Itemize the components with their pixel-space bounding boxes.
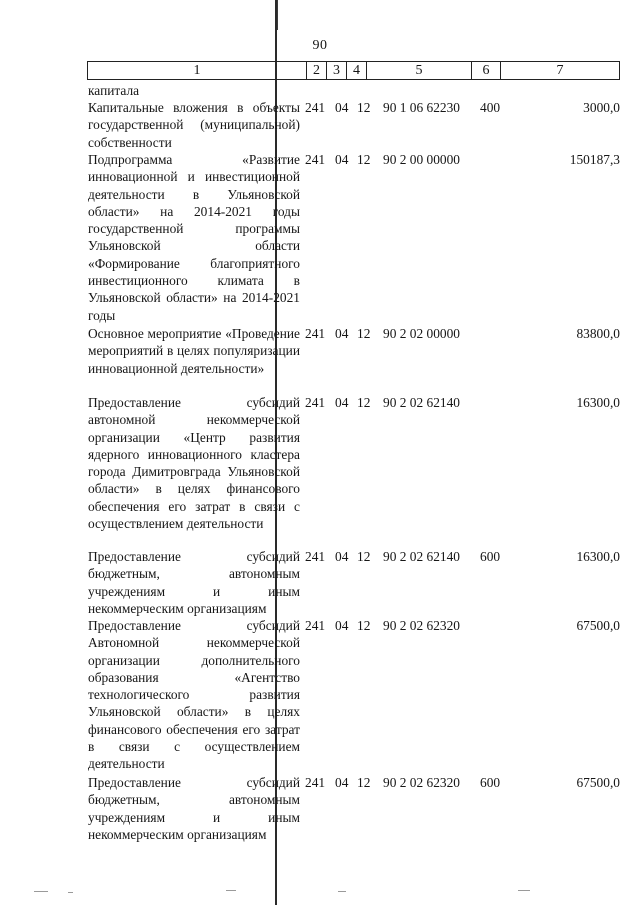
grbs-code: 241 [305,395,326,410]
row-amount: 67500,0 [576,618,620,633]
row-codes [303,325,620,343]
row-description: Капитальные вложения в объекты государственной (муниципальной) собственности [88,100,300,150]
section-code: 04 [335,618,349,633]
row-codes [303,548,620,566]
row-description: Основное мероприятие «Проведение мероприятий в целях популяризации инновационной деятельности» [88,326,300,376]
target-article-code: 90 2 02 00000 [383,326,460,341]
row-description: Предоставление субсидий Автономной некоммерческой организации дополнительного образования «Агентство технологического развития Ульяновской области» в целях финансового обеспечения его затрат в связи с осуществлением деятельности [88,618,300,772]
scan-speck [34,891,48,892]
grbs-code: 241 [305,549,326,564]
row-amount: 83800,0 [576,326,620,341]
section-code: 04 [335,100,349,115]
subsection-code: 12 [357,152,371,167]
row-amount: 16300,0 [576,549,620,564]
subsection-code: 12 [357,618,371,633]
scan-speck [226,890,236,891]
row-description: Предоставление субсидий автономной некоммерческой организации «Центр развития ядерного инновационного кластера города Димитровграда Ульяновской области» в целях финансового обеспечения его затрат в связи с осуществлением деятельности [88,395,300,532]
subsection-code: 12 [357,775,371,790]
header-col-2: 2 [307,62,327,79]
section-code: 04 [335,775,349,790]
row-codes [303,617,620,635]
row-description: Подпрограмма «Развитие инновационной и инвестиционной деятельности в Ульяновской области» на 2014-2021 годы государственной программы Ульяновской области «Формирование благоприятного инвестиционного климата в Ульяновской области» на 2014-2021 годы [88,152,300,323]
scan-noise [20,889,620,895]
subsection-code: 12 [357,326,371,341]
section-code: 04 [335,549,349,564]
row-amount: 150187,3 [569,152,620,167]
row-codes [303,394,620,412]
grbs-code: 241 [305,100,326,115]
expense-type-code: 400 [480,100,501,115]
row-codes [303,774,620,792]
row-amount: 16300,0 [576,395,620,410]
section-code: 04 [335,326,349,341]
row-description: Предоставление субсидий бюджетным, автономным учреждениям и иным некоммерческим организациям [88,775,300,842]
header-col-4: 4 [347,62,367,79]
scan-speck [518,890,530,891]
target-article-code: 90 2 02 62320 [383,618,460,633]
header-col-3: 3 [327,62,347,79]
target-article-code: 90 2 02 62140 [383,549,460,564]
page-number: 90 [312,38,328,53]
scan-speck [68,892,73,893]
table-header-row [87,61,620,80]
grbs-code: 241 [305,326,326,341]
row-description: Предоставление субсидий бюджетным, автономным учреждениям и иным некоммерческим организациям [88,549,300,616]
row-codes [303,99,620,117]
subsection-code: 12 [357,100,371,115]
header-col-6: 6 [472,62,501,79]
target-article-code: 90 2 02 62140 [383,395,460,410]
target-article-code: 90 2 00 00000 [383,152,460,167]
scan-speck [338,891,346,892]
row-description: капитала [88,83,140,98]
subsection-code: 12 [357,549,371,564]
header-col-5: 5 [367,62,472,79]
target-article-code: 90 2 02 62320 [383,775,460,790]
row-amount: 3000,0 [583,100,620,115]
grbs-code: 241 [305,775,326,790]
grbs-code: 241 [305,152,326,167]
section-code: 04 [335,395,349,410]
expense-type-code: 600 [480,549,501,564]
header-col-1: 1 [88,62,307,79]
header-col-7: 7 [556,62,564,78]
expense-type-code: 600 [480,775,501,790]
target-article-code: 90 1 06 62230 [383,100,460,115]
section-code: 04 [335,152,349,167]
grbs-code: 241 [305,618,326,633]
row-codes [303,151,620,169]
subsection-code: 12 [357,395,371,410]
row-amount: 67500,0 [576,775,620,790]
